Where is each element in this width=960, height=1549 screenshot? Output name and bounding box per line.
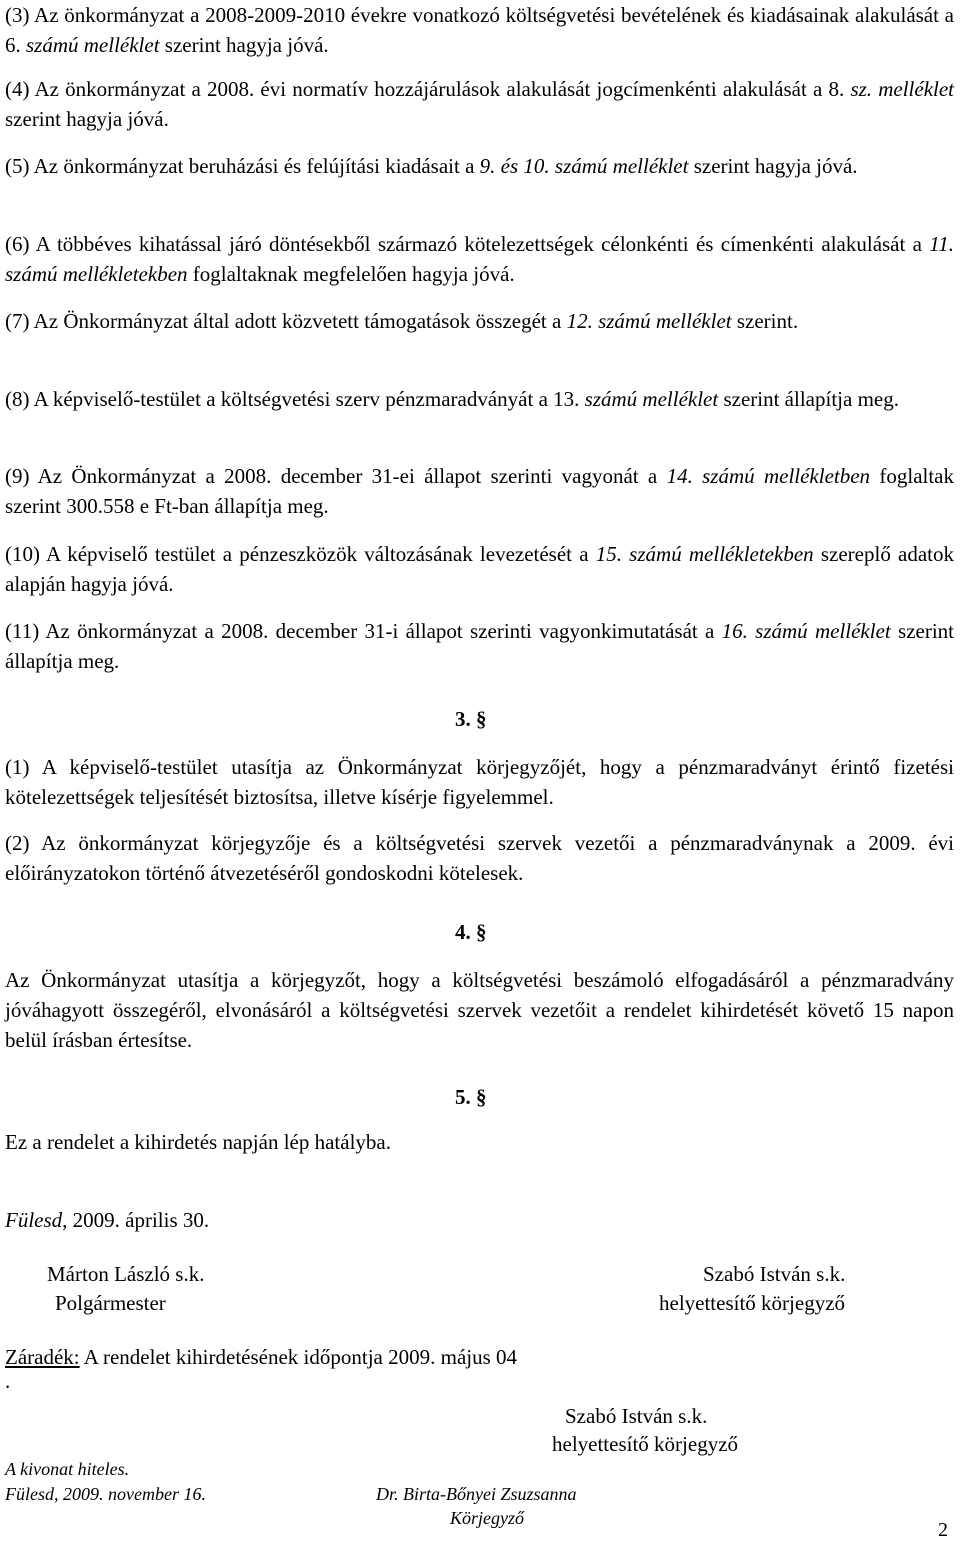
clause-dot: . [5, 1369, 11, 1393]
section-5-title: 5. § [455, 1085, 487, 1109]
page-number: 2 [938, 1519, 948, 1541]
footer-date: Fülesd, 2009. november 16. [5, 1484, 206, 1504]
section-4-paragraph: Az Önkormányzat utasítja a körjegyzőt, hogy a költségvetési beszámoló elfogadásáról a pénzmaradvány jóváhagyott összegéről, elvonásáról a költségvetési szervek vezetőit a rendelet kihirdetését követő 15 napon belül írásban értesítse. [5, 968, 954, 1052]
clause-label: Záradék: [5, 1345, 80, 1369]
signature-left-name: Márton László s.k. [47, 1262, 205, 1286]
paragraph-11: (11) Az önkormányzat a 2008. december 31-i állapot szerinti vagyonkimutatását a 16. számú melléklet szerint állapítja meg. [5, 619, 955, 673]
paragraph-9: (9) Az Önkormányzat a 2008. december 31-ei állapot szerinti vagyonát a 14. számú mellékletben foglaltak szerint 300.558 e Ft-ban állapítja meg. [5, 464, 955, 518]
section-3-paragraph-2: (2) Az önkormányzat körjegyzője és a költségvetési szervek vezetői a pénzmaradványnak a 2009. évi előirányzatokon történő átvezetéséről gondoskodni kötelesek. [5, 831, 954, 885]
clause-signature-title: helyettesítő körjegyző [552, 1432, 739, 1456]
paragraph-3: (3) Az önkormányzat a 2008-2009-2010 évekre vonatkozó költségvetési bevételének és kiadásainak alakulását a 6. számú melléklet szerint hagyja jóvá. [5, 3, 954, 57]
section-4-title: 4. § [455, 920, 487, 944]
section-3-paragraph-1: (1) A képviselő-testület utasítja az Önkormányzat körjegyzőjét, hogy a pénzmaradványt érintő fizetési kötelezettségek teljesítését biztosítsa, illetve kísérje figyelemmel. [5, 755, 954, 809]
footer-signer-title: Körjegyző [450, 1508, 524, 1528]
signature-right-title: helyettesítő körjegyző [659, 1291, 846, 1315]
paragraph-5: (5) Az önkormányzat beruházási és felújítási kiadásait a 9. és 10. számú melléklet szerint hagyja jóvá. [5, 154, 858, 178]
paragraph-4: (4) Az önkormányzat a 2008. évi normatív hozzájárulások alakulását jogcímenkénti alakulását a 8. sz. melléklet szerint hagyja jóvá. [5, 77, 955, 131]
paragraph-6: (6) A többéves kihatással járó döntésekből származó kötelezettségek célonkénti és címenkénti alakulását a 11. számú mellékletekben foglaltaknak megfelelően hagyja jóvá. [5, 232, 954, 286]
signature-right-name: Szabó István s.k. [703, 1262, 846, 1286]
section-5-paragraph: Ez a rendelet a kihirdetés napján lép hatályba. [5, 1130, 391, 1154]
paragraph-10: (10) A képviselő testület a pénzeszközök változásának levezetését a 15. számú mellékletekben szereplő adatok alapján hagyja jóvá. [5, 542, 954, 596]
clause: Záradék: A rendelet kihirdetésének időpontja 2009. május 04 [5, 1345, 518, 1369]
signature-left-title: Polgármester [55, 1291, 166, 1315]
clause-signature-name: Szabó István s.k. [565, 1404, 708, 1428]
paragraph-8: (8) A képviselő-testület a költségvetési szerv pénzmaradványát a 13. számú melléklet szerint állapítja meg. [5, 387, 899, 411]
paragraph-7: (7) Az Önkormányzat által adott közvetett támogatások összegét a 12. számú melléklet szerint. [5, 309, 799, 333]
footer-signer: Dr. Birta-Bőnyei Zsuzsanna [376, 1484, 577, 1504]
place-date: Fülesd, 2009. április 30. [5, 1208, 210, 1232]
kivonat-label: A kivonat hiteles. [5, 1459, 130, 1479]
section-3-title: 3. § [455, 707, 487, 731]
